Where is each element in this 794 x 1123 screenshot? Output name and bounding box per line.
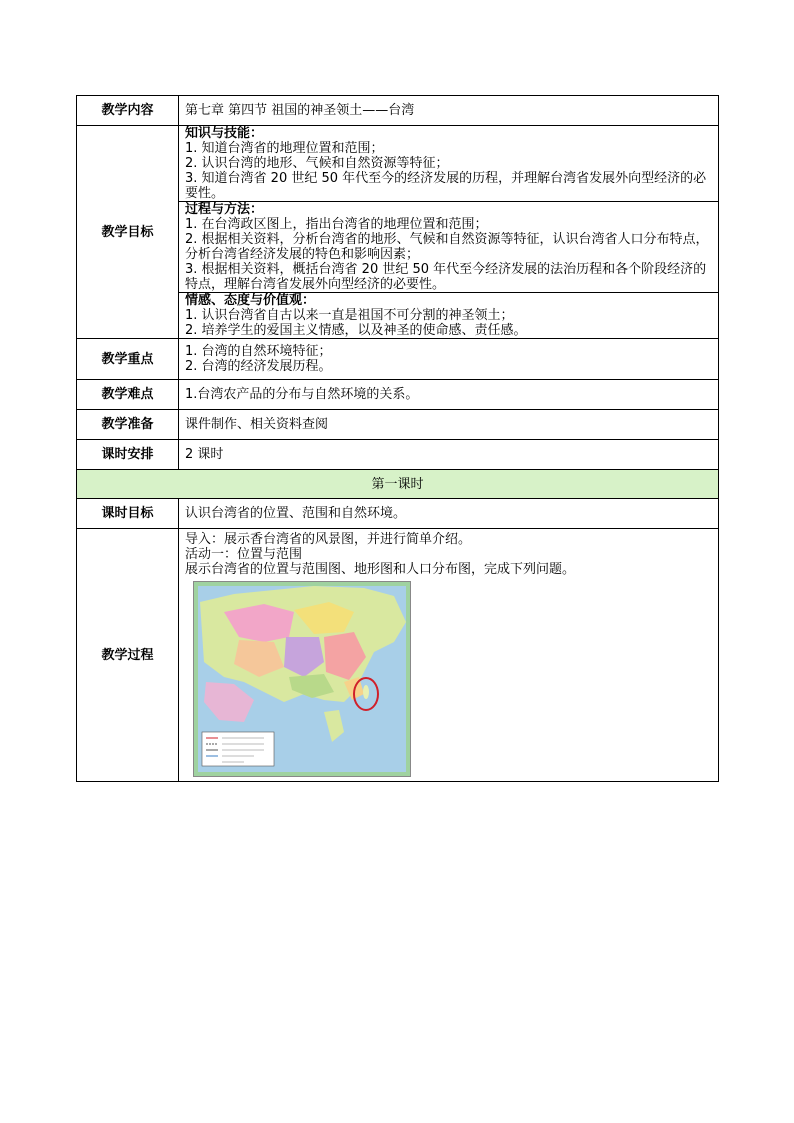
row-content: [77, 96, 719, 126]
row-lesson-goal: [77, 499, 719, 529]
label-procedure: 教学过程: [77, 529, 179, 782]
lesson-one-title: 第一课时: [77, 470, 719, 499]
china-map-image: [193, 581, 411, 777]
row-key-points: [77, 339, 719, 380]
label-key-points: 教学重点: [77, 339, 179, 380]
key-point-2: 2. 台湾的经济发展历程。: [185, 359, 332, 374]
label-lesson-goal: 课时目标: [77, 499, 179, 529]
process-heading: 过程与方法：: [185, 202, 264, 217]
knowledge-item-2: 2. 认识台湾的地形、气候和自然资源等特征；: [185, 156, 449, 171]
objectives-emotion: [179, 293, 719, 339]
row-preparation: [77, 410, 719, 440]
row-lesson-one: [77, 470, 719, 499]
procedure-content: [179, 529, 719, 782]
china-map-graphic: [194, 582, 410, 776]
label-difficulty: 教学难点: [77, 380, 179, 410]
objectives-knowledge: [179, 126, 719, 202]
knowledge-item-3: 3. 知道台湾省 20 世纪 50 年代至今的经济发展的历程，并理解台湾省发展外向型经济的必要性。: [185, 171, 707, 201]
content-value: 第七章 第四节 祖国的神圣领土——台湾: [179, 96, 719, 126]
process-item-3: 3. 根据相关资料，概括台湾省 20 世纪 50 年代至今经济发展的法治历程和各个阶段经济的特点，理解台湾省发展外向型经济的必要性。: [185, 262, 707, 292]
emotion-item-1: 1. 认识台湾省自古以来一直是祖国不可分割的神圣领土；: [185, 308, 514, 323]
procedure-line-2: 活动一：位置与范围: [185, 547, 303, 562]
label-preparation: 教学准备: [77, 410, 179, 440]
procedure-line-1: 导入：展示香台湾省的风景图，并进行简单介绍。: [185, 532, 472, 547]
lesson-goal-value: 认识台湾省的位置、范围和自然环境。: [179, 499, 719, 529]
procedure-line-3: 展示台湾省的位置与范围图、地形图和人口分布图，完成下列问题。: [185, 562, 576, 577]
emotion-item-2: 2. 培养学生的爱国主义情感，以及神圣的使命感、责任感。: [185, 323, 527, 338]
label-content: 教学内容: [77, 96, 179, 126]
difficulty-value: 1.台湾农产品的分布与自然环境的关系。: [179, 380, 719, 410]
process-item-1: 1. 在台湾政区图上，指出台湾省的地理位置和范围；: [185, 217, 488, 232]
knowledge-item-1: 1. 知道台湾省的地理位置和范围；: [185, 141, 384, 156]
emotion-heading: 情感、态度与价值观：: [185, 293, 316, 308]
label-objectives: 教学目标: [77, 126, 179, 339]
row-difficulty: [77, 380, 719, 410]
schedule-value: 2 课时: [179, 440, 719, 470]
preparation-value: 课件制作、相关资料查阅: [179, 410, 719, 440]
objectives-process: [179, 202, 719, 293]
key-points-value: [179, 339, 719, 380]
key-point-1: 1. 台湾的自然环境特征；: [185, 344, 332, 359]
label-schedule: 课时安排: [77, 440, 179, 470]
row-objectives-knowledge: [77, 126, 719, 202]
row-procedure: [77, 529, 719, 782]
lesson-plan-table: [76, 95, 719, 782]
knowledge-heading: 知识与技能：: [185, 126, 264, 141]
row-schedule: [77, 440, 719, 470]
process-item-2: 2. 根据相关资料，分析台湾省的地形、气候和自然资源等特征，认识台湾省人口分布特点，分析台湾省经济发展的特色和影响因素；: [185, 232, 709, 262]
